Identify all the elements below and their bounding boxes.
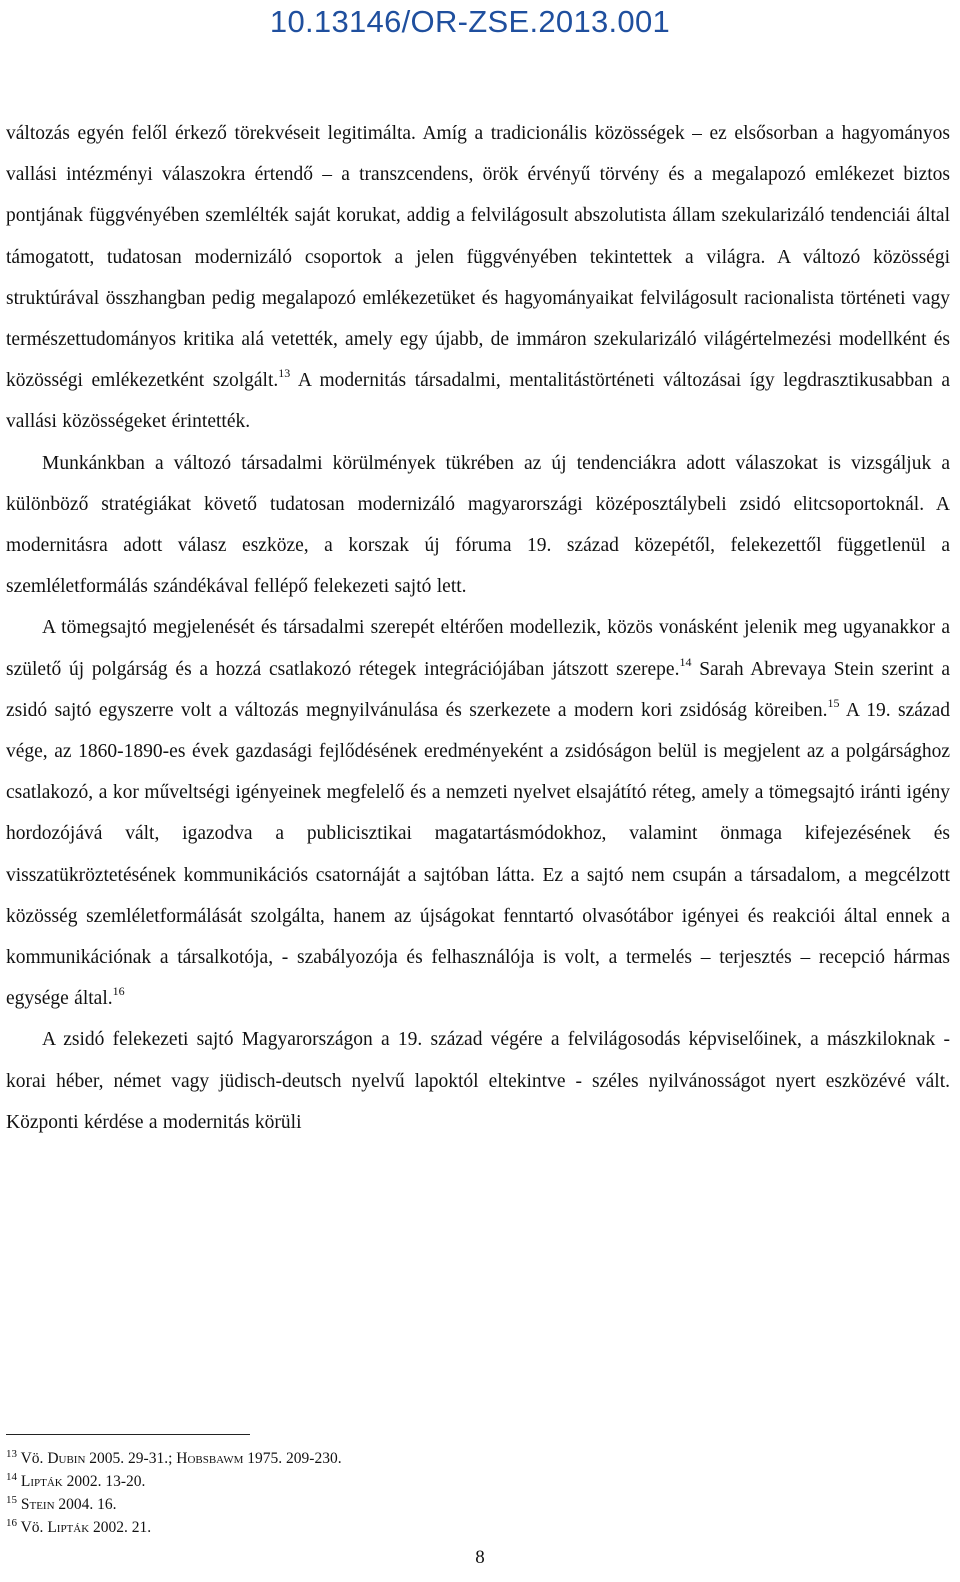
footnotes: [6, 1447, 706, 1539]
paragraph-text: Sarah Abrevaya Stein szerint a zsidó sajtó egyszerre volt a változás megnyilvánulása és szerkezete a modern kori zsidóság köreiben.: [6, 658, 950, 721]
footnote-separator: [6, 1434, 250, 1435]
footnote-text: Vö.: [20, 1519, 48, 1536]
footnote-ref: 15: [827, 695, 840, 710]
footnote-number: 13: [6, 1448, 17, 1460]
footnote-number: 16: [6, 1517, 17, 1529]
paragraph-text: A tömegsajtó megjelenését és társadalmi szerepét eltérően modellezik, közös vonásként jelenik meg ugyanakkor a születő új polgárság és a hozzá csatlakozó rétegek integrációjában játszott szerepe.: [6, 617, 950, 680]
footnote: [6, 1447, 706, 1470]
footnote-text: Vö.: [20, 1450, 48, 1467]
paragraph: A zsidó felekezeti sajtó Magyarországon a 19. század végére a felvilágosodás képviselőinek, a mászkiloknak - korai héber, német vagy jüdisch-deutsch nyelvű lapoktól eltekintve - széles nyilvánosságot nyert eszközévé vált. Központi kérdése a modernitás körüli: [6, 1029, 950, 1133]
footnote-text: 2002. 13-20.: [62, 1473, 146, 1490]
paragraph-text: A modernitás társadalmi, mentalitástörténeti változásai így legdrasztikusabban a vallási közösségeket érintették.: [6, 370, 950, 433]
footnote-author: Hobsbawm: [176, 1450, 244, 1467]
footnote-text: 2005. 29-31.;: [85, 1450, 177, 1467]
footnote-author: Lipták: [20, 1473, 63, 1490]
footnote: [6, 1516, 706, 1539]
footnote-author: Dubin: [47, 1450, 86, 1467]
footnote-number: 14: [6, 1471, 17, 1483]
footnote-author: Lipták: [47, 1519, 90, 1536]
footnote-text: 1975. 209-230.: [243, 1450, 342, 1467]
paragraph-text: A 19. század vége, az 1860-1890-es évek gazdasági fejlődésének eredményeként a zsidóságon belül is megjelent az a polgársághoz csatlakozó, a kor műveltségi igényeinek megfelelő és a nemzeti nyelvet elsajátító réteg, amely a tömegsajtó iránti igény hordozójává vált, igazodva a publicisztikai magatartásmódokhoz, valamint önmaga kifejezésének és visszatükröztetésének kommunikációs csatornáját a sajtóban látta. Ez a sajtó nem csupán a társadalom, a megcélzott közösség szemléletformálását szolgálta, hanem az újságokat fenntartó olvasótábor igényei és reakciói által ennek a kommunikációnak a társalkotója, - szabályozója és felhasználója is volt, a termelés – terjesztés – recepció hármas egysége által.: [6, 699, 950, 1010]
body-text: [6, 113, 950, 1143]
page-number: 8: [475, 1547, 485, 1568]
footnote-ref: 16: [112, 984, 125, 999]
footnote: [6, 1493, 706, 1516]
footnote-author: Stein: [20, 1496, 55, 1513]
footnote: [6, 1470, 706, 1493]
footnote-text: 2004. 16.: [54, 1496, 117, 1513]
paragraph: [6, 113, 950, 443]
footnote-number: 15: [6, 1494, 17, 1506]
paragraph: Munkánkban a változó társadalmi körülmények tükrében az új tendenciákra adott válaszokat is vizsgáljuk a különböző stratégiákat követő tudatosan modernizáló magyarországi középosztálybeli zsidó elitcsoportoknál. A modernitásra adott válasz eszköze, a korszak új fóruma 19. század közepétől, felekezettől függetlenül a szemléletformálás szándékával fellépő felekezeti sajtó lett.: [6, 452, 950, 598]
footnote-ref: 13: [278, 366, 291, 381]
footnote-ref: 14: [679, 654, 692, 669]
doi-header: 10.13146/OR-ZSE.2013.001: [269, 4, 671, 39]
paragraph-text: változás egyén felől érkező törekvéseit legitimálta. Amíg a tradicionális közösségek – ez elsősorban a hagyományos vallási intézményi válaszokra értendő – a transzcendens, örök érvényű törvény és a megalapozó emlékezet biztos pontjának függvényében szemlélték saját korukat, addig a felvilágosult abszolutista állam szekularizáló tendenciái által támogatott, tudatosan modernizáló csoportok a jelen függvényében tekintettek a világra. A változó közösségi struktúrával összhangban pedig megalapozó emlékezetüket és hagyományaikat felvilágosult racionalista történeti vagy természettudományos kritika alá vetették, amely egy újabb, de immáron szekularizáló világértelmezési modellként és közösségi emlékezetként szolgált.: [6, 123, 950, 392]
footnote-text: 2002. 21.: [89, 1519, 152, 1536]
paragraph: [6, 607, 950, 1019]
